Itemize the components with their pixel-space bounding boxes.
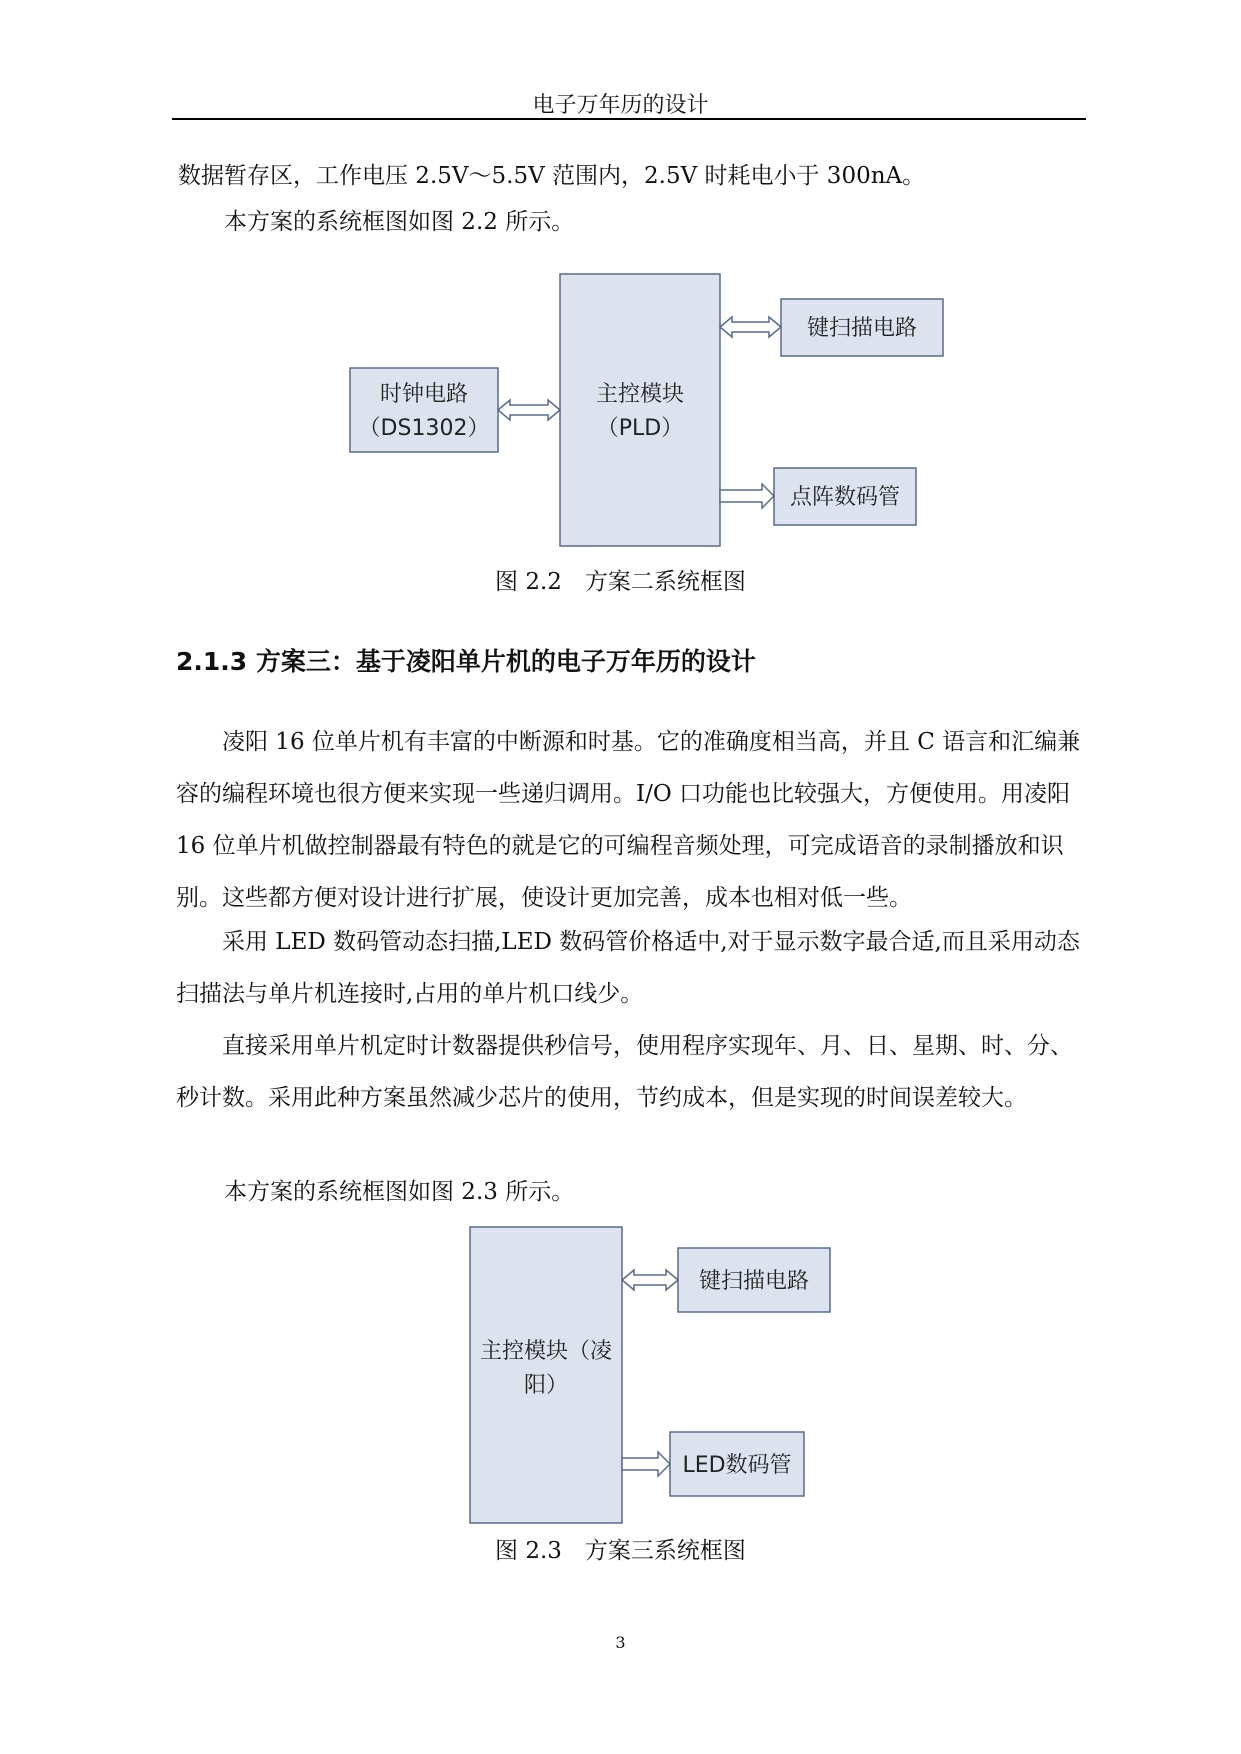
paragraph-continued: 数据暂存区，工作电压 2.5V～5.5V 范围内，2.5V 时耗电小于 300nA。 <box>178 163 926 189</box>
right-arrow-icon <box>622 1452 670 1476</box>
running-header: 电子万年历的设计 <box>532 93 709 118</box>
paragraph-timer: 直接采用单片机定时计数器提供秒信号，使用程序实现年、月、日、星期、时、分、秒计数。采用此种方案虽然减少芯片的使用，节约成本，但是实现的时间误差较大。 <box>176 1033 1073 1111</box>
clock-box-label-2: （DS1302） <box>358 416 490 441</box>
main-box-label-1: 主控模块 <box>595 382 685 407</box>
clock-box-label-1: 时钟电路 <box>379 382 469 407</box>
figure-2-2-caption: 图 2.2 方案二系统框图 <box>495 569 746 595</box>
paragraph-led: 采用 LED 数码管动态扫描,LED 数码管价格适中,对于显示数字最合适,而且采用动态扫描法与单片机连接时,占用的单片机口线少。 <box>176 929 1080 1007</box>
double-arrow-icon <box>622 1270 678 1290</box>
main-box-label-1: 主控模块（凌 <box>479 1339 613 1364</box>
section-heading: 2.1.3 方案三：基于凌阳单片机的电子万年历的设计 <box>176 647 756 676</box>
led-display-label: LED数码管 <box>682 1453 792 1478</box>
figure-2-3-caption: 图 2.3 方案三系统框图 <box>495 1538 746 1564</box>
key-scan-label: 键扫描电路 <box>806 316 918 341</box>
paragraph-figure-ref-2-3: 本方案的系统框图如图 2.3 所示。 <box>224 1179 575 1205</box>
page-number: 3 <box>615 1633 626 1652</box>
paragraph-figure-ref-2-2: 本方案的系统框图如图 2.2 所示。 <box>224 209 575 235</box>
paragraph-sunplus: 凌阳 16 位单片机有丰富的中断源和时基。它的准确度相当高，并且 C 语言和汇编兼容的编程环境也很方便来实现一些递归调用。I/O 口功能也比较强大，方便使用。用凌阳 16 位单片机做控制器最有特色的就是它的可编程音频处理，可完成语音的录制播放和识别。这些都方便对设计进行扩展，使设计更加完善，成本也相对低一些。 <box>176 729 1081 911</box>
key-scan-label: 键扫描电路 <box>698 1269 810 1294</box>
dot-matrix-label: 点阵数码管 <box>789 485 901 510</box>
main-box-label-2: （PLD） <box>596 416 684 441</box>
main-box-label-2: 阳） <box>523 1373 569 1398</box>
